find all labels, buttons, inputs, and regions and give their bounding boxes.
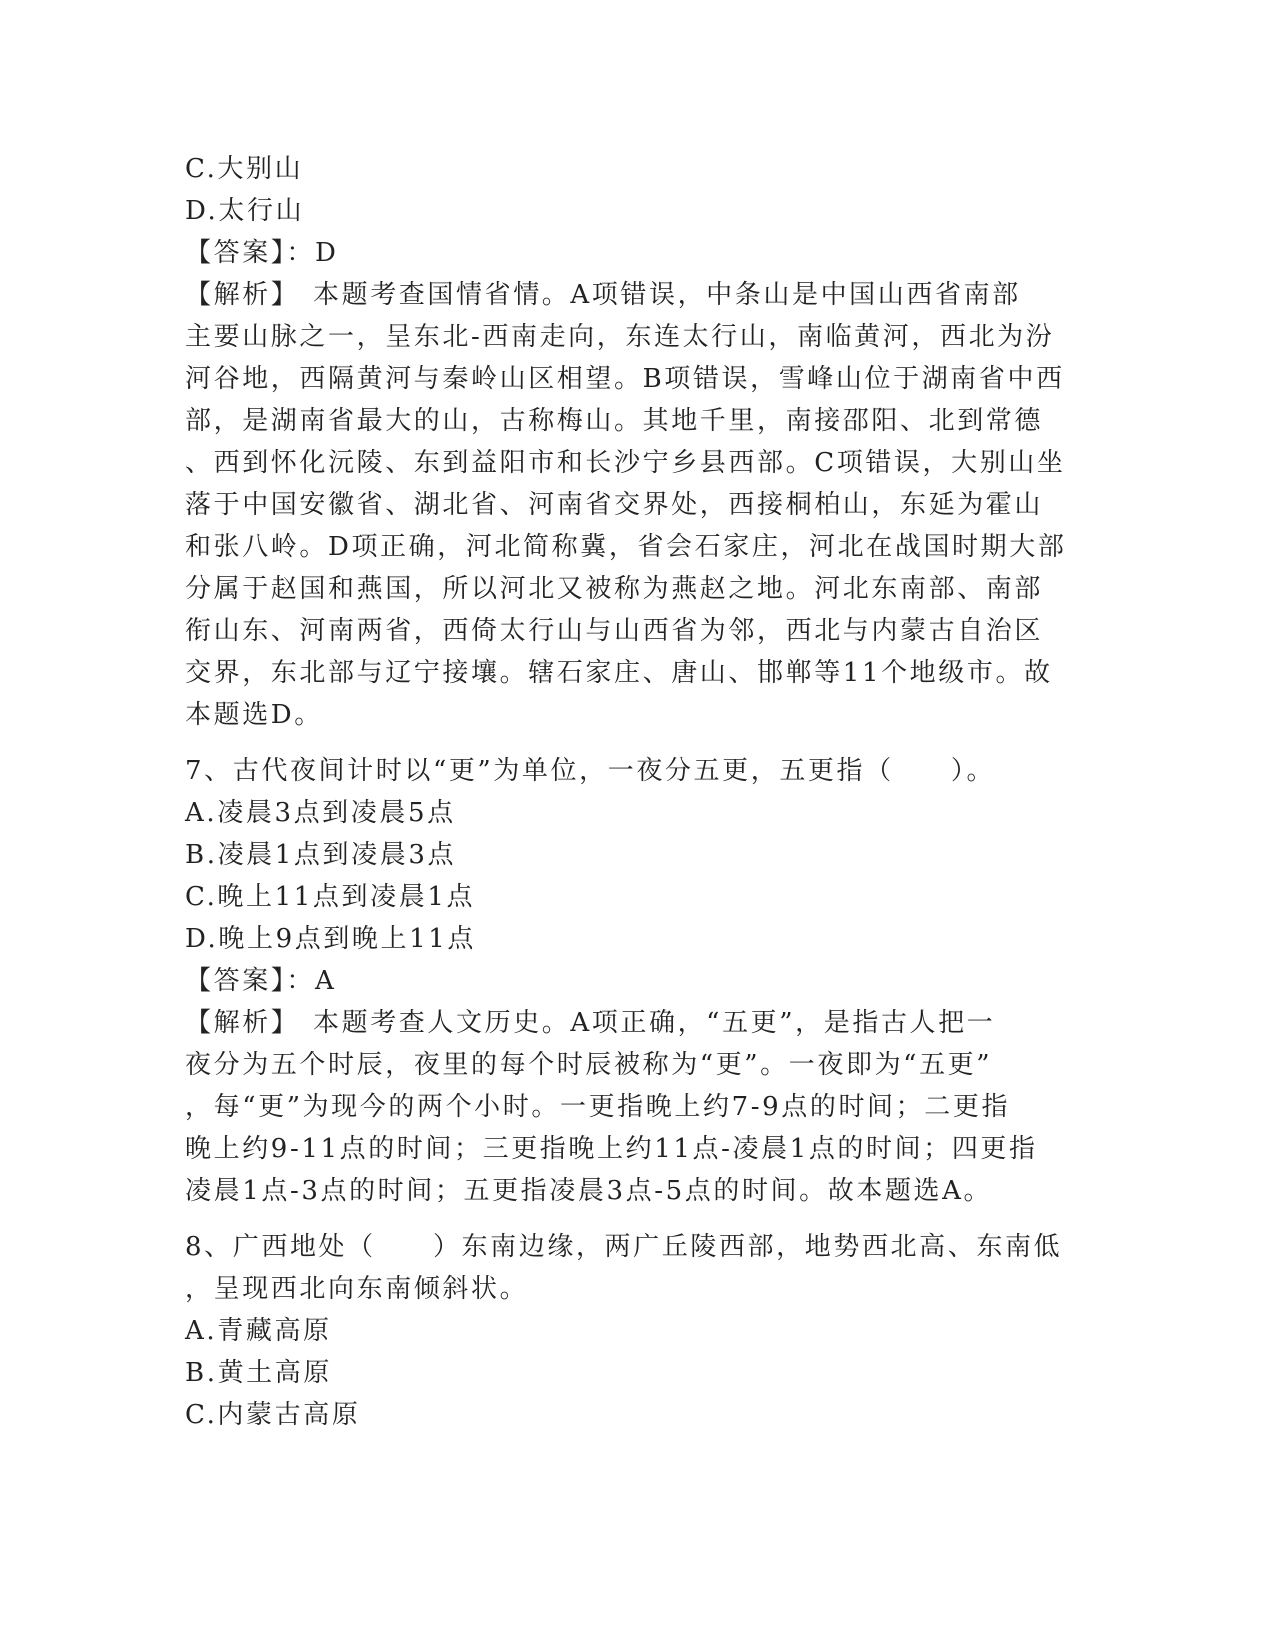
analysis-line: ，每“更”为现今的两个小时。一更指晚上约7-9点的时间；二更指 (185, 1092, 1011, 1122)
analysis-first-line (185, 274, 1090, 316)
question-6-tail (185, 148, 1090, 736)
analysis-tag: 【解析】 (185, 280, 300, 310)
analysis-line: 衔山东、河南两省，西倚太行山与山西省为邻，西北与内蒙古自治区 (185, 616, 1044, 646)
analysis-line: 夜分为五个时辰，夜里的每个时辰被称为“更”。一夜即为“五更” (185, 1050, 993, 1080)
paragraph-spacer (185, 736, 1090, 750)
question-7 (185, 750, 1090, 1212)
analysis-text: 本题考查人文历史。A项正确，“五更”，是指古人把一 (313, 1008, 996, 1038)
document-content (185, 148, 1090, 1436)
option-a: A.凌晨3点到凌晨5点 (185, 798, 456, 828)
option-d: D.晚上9点到晚上11点 (185, 924, 477, 954)
analysis-line: 本题选D。 (185, 700, 323, 730)
analysis-line: 、西到怀化沅陵、东到益阳市和长沙宁乡县西部。C项错误，大别山坐 (185, 448, 1066, 478)
option-c: C.内蒙古高原 (185, 1400, 361, 1430)
analysis-line: 落于中国安徽省、湖北省、河南省交界处，西接桐柏山，东延为霍山 (185, 490, 1044, 520)
option-c: C.大别山 (185, 154, 304, 184)
paragraph-spacer (185, 1212, 1090, 1226)
analysis-first-line (185, 1002, 1090, 1044)
question-text: 8、广西地处（ ）东南边缘，两广丘陵西部，地势西北高、东南低 (185, 1232, 1063, 1262)
analysis-line: 交界，东北部与辽宁接壤。辖石家庄、唐山、邯郸等11个地级市。故 (185, 658, 1053, 688)
question-8 (185, 1226, 1090, 1436)
question-text: ，呈现西北向东南倾斜状。 (185, 1274, 529, 1304)
analysis-line: 河谷地，西隔黄河与秦岭山区相望。B项错误，雪峰山位于湖南省中西 (185, 364, 1065, 394)
question-text: 7、古代夜间计时以“更”为单位，一夜分五更，五更指（ ）。 (185, 756, 996, 786)
option-c: C.晚上11点到凌晨1点 (185, 882, 476, 912)
analysis-line: 晚上约9-11点的时间；三更指晚上约11点-凌晨1点的时间；四更指 (185, 1134, 1038, 1164)
option-a: A.青藏高原 (185, 1316, 332, 1346)
analysis-text: 本题考查国情省情。A项错误，中条山是中国山西省南部 (313, 280, 1021, 310)
option-b: B.凌晨1点到凌晨3点 (185, 840, 457, 870)
answer-line: 【答案】：D (185, 238, 339, 268)
option-b: B.黄土高原 (185, 1358, 332, 1388)
option-d: D.太行山 (185, 196, 305, 226)
answer-line: 【答案】：A (185, 966, 337, 996)
analysis-line: 分属于赵国和燕国，所以河北又被称为燕赵之地。河北东南部、南部 (185, 574, 1044, 604)
analysis-line: 主要山脉之一，呈东北-西南走向，东连太行山，南临黄河，西北为汾 (185, 322, 1055, 352)
analysis-line: 部，是湖南省最大的山，古称梅山。其地千里，南接邵阳、北到常德 (185, 406, 1044, 436)
analysis-tag: 【解析】 (185, 1008, 300, 1038)
analysis-line: 凌晨1点-3点的时间；五更指凌晨3点-5点的时间。故本题选A。 (185, 1176, 993, 1206)
analysis-line: 和张八岭。D项正确，河北简称冀，省会石家庄，河北在战国时期大部 (185, 532, 1067, 562)
